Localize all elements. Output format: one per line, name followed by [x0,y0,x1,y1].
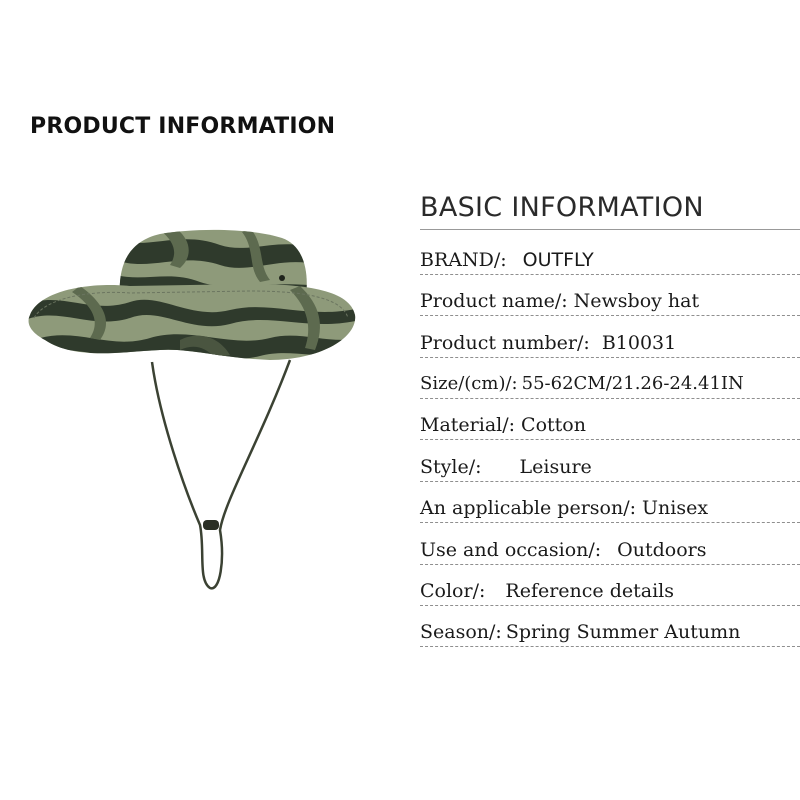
spec-value: 55-62CM/21.26-24.41IN [521,373,744,394]
spec-label: BRAND/: [420,248,507,271]
spec-label: Color/: [420,579,486,602]
camouflage-bucket-hat-image [20,220,365,600]
spec-row-season [420,617,800,647]
spec-row-material [420,410,800,440]
basic-information-heading: BASIC INFORMATION [420,192,704,223]
spec-label: An applicable person/: [420,496,637,519]
spec-value: Outdoors [617,538,707,561]
spec-label: Season/: [420,620,502,643]
spec-value: OUTFLY [522,248,594,271]
spec-value: B10031 [601,331,677,354]
product-information-heading: PRODUCT INFORMATION [30,114,336,139]
spec-row-use-and-occasion [420,535,800,565]
spec-row-brand [420,245,800,275]
spec-row-product-number [420,328,800,358]
spec-value: Leisure [519,455,592,478]
spec-label: Product name/: [420,289,568,312]
spec-value: Cotton [521,413,586,436]
spec-row-size [420,369,800,399]
spec-row-applicable-person [420,493,800,523]
spec-label: Material/: [420,413,516,436]
spec-value: Newsboy hat [573,289,700,312]
spec-label: Size/(cm)/: [420,373,518,394]
spec-value: Reference details [505,579,674,602]
spec-row-style [420,452,800,482]
spec-row-product-name [420,286,800,316]
spec-label: Product number/: [420,331,590,354]
spec-value: Unisex [642,496,709,519]
spec-label: Style/: [420,455,482,478]
heading-divider [420,229,800,230]
spec-value: Spring Summer Autumn [505,620,741,643]
spec-label: Use and occasion/: [420,538,602,561]
spec-row-color [420,576,800,606]
